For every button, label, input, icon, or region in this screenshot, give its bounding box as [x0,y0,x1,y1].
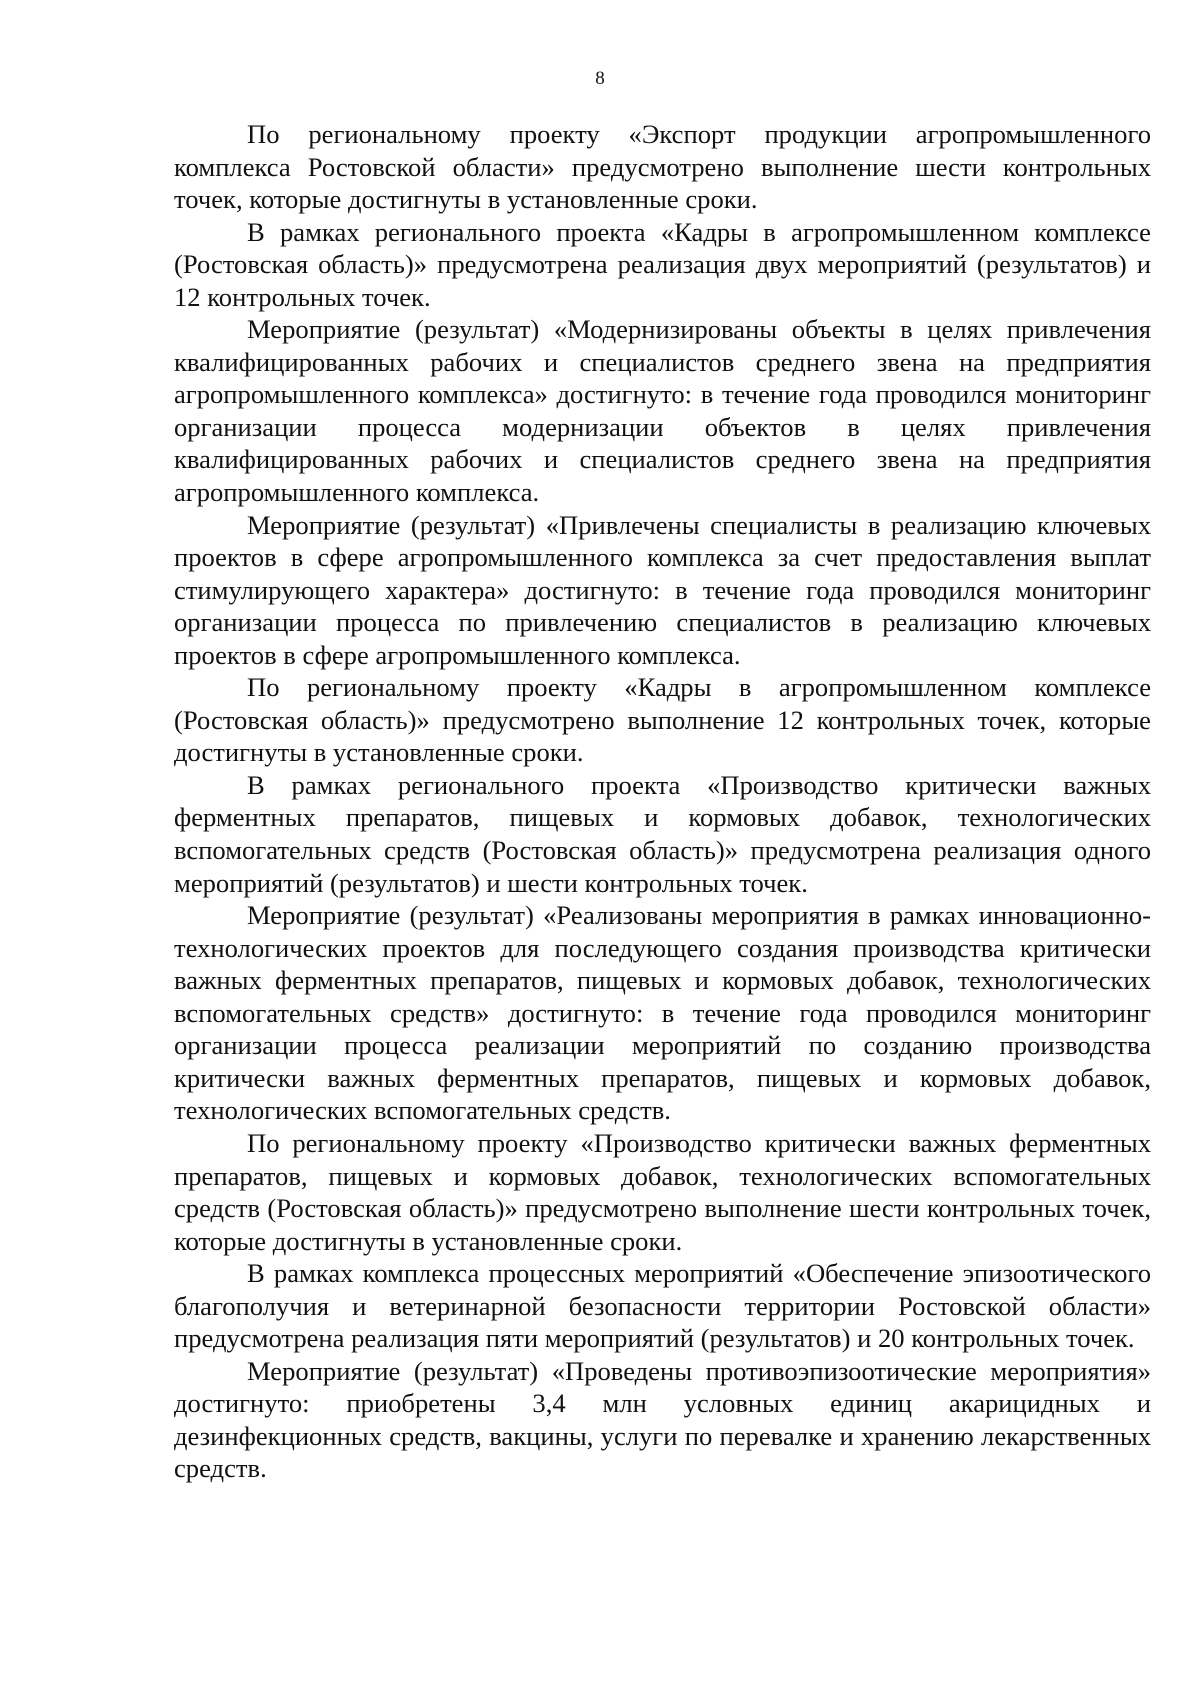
paragraph-modernized-objects: Мероприятие (результат) «Модернизированы объекты в целях привлечения квалифицированных рабочих и специалистов среднего звена на предприятия агропромышленного комплекса» достигнуто: в течение года проводился мониторинг организации процесса модернизации объектов в целях привлечения квалифицированных рабочих и специалистов среднего звена на предприятия агропромышленного комплекса. [174,314,1151,508]
document-body [174,118,1151,1485]
paragraph-epizootic-complex: В рамках комплекса процессных мероприятий «Обеспечение эпизоотического благополучия и ветеринарной безопасности территории Ростовской области» предусмотрена реализация пяти мероприятий (результатов) и 20 контрольных точек. [174,1258,1151,1354]
paragraph-export-project: По региональному проекту «Экспорт продукции агропромышленного комплекса Ростовской области» предусмотрено выполнение шести контрольных точек, которые достигнуты в установленные сроки. [174,119,1151,215]
paragraph-innovation-measures: Мероприятие (результат) «Реализованы мероприятия в рамках инновационно-технологических проектов для последующего создания производства критически важных ферментных препаратов, пищевых и кормовых добавок, технологических вспомогательных средств» достигнуто: в течение года проводился мониторинг организации процесса реализации мероприятий по созданию производства критически важных ферментных препаратов, пищевых и кормовых добавок, технологических вспомогательных средств. [174,900,1151,1126]
paragraph-antiepizootic-measures: Мероприятие (результат) «Проведены противоэпизоотические мероприятия» достигнуто: приобретены 3,4 млн условных единиц акарицидных и дезинфекционных средств, вакцины, услуги по перевалке и хранению лекарственных средств. [174,1355,1151,1484]
paragraph-specialists-attracted: Мероприятие (результат) «Привлечены специалисты в реализацию ключевых проектов в сфере агропромышленного комплекса за счет предоставления выплат стимулирующего характера» достигнуто: в течение года проводился мониторинг организации процесса по привлечению специалистов в реализацию ключевых проектов в сфере агропромышленного комплекса. [174,509,1151,670]
paragraph-personnel-checkpoints: По региональному проекту «Кадры в агропромышленном комплексе (Ростовская область)» предусмотрено выполнение 12 контрольных точек, которые достигнуты в установленные сроки. [174,672,1151,768]
paragraph-enzyme-checkpoints: По региональному проекту «Производство критически важных ферментных препаратов, пищевых и кормовых добавок, технологических вспомогательных средств (Ростовская область)» предусмотрено выполнение шести контрольных точек, которые достигнуты в установленные сроки. [174,1127,1151,1256]
page-number: 8 [595,68,605,89]
paragraph-enzyme-project: В рамках регионального проекта «Производство критически важных ферментных препаратов, пищевых и кормовых добавок, технологических вспомогательных средств (Ростовская область)» предусмотрена реализация одного мероприятий (результатов) и шести контрольных точек. [174,769,1151,898]
paragraph-personnel-project: В рамках регионального проекта «Кадры в агропромышленном комплексе (Ростовская область)» предусмотрена реализация двух мероприятий (результатов) и 12 контрольных точек. [174,216,1151,312]
